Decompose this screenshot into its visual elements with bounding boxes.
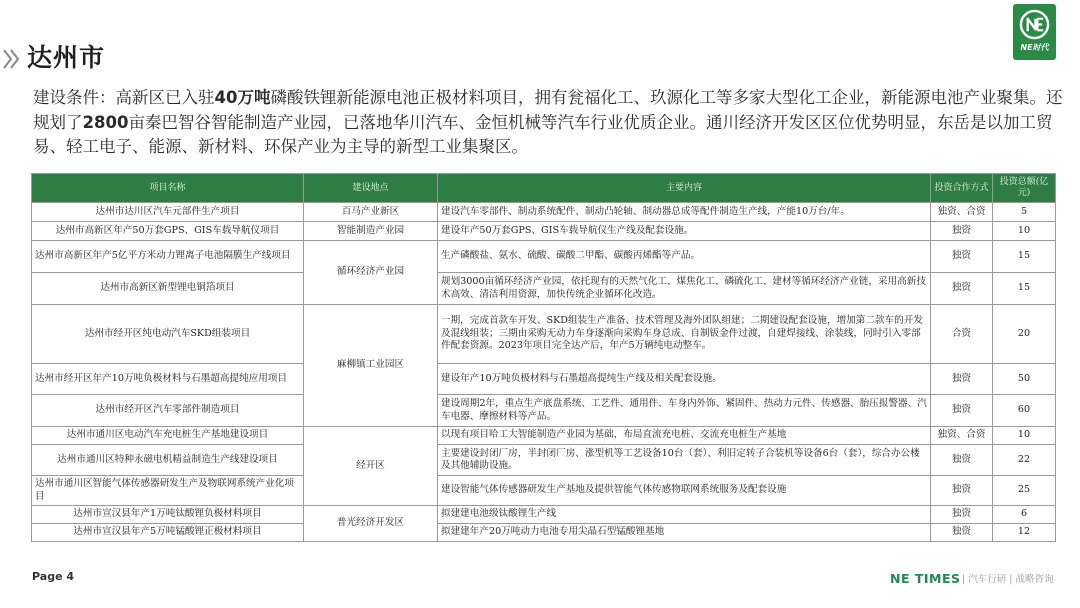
project-location: 循环经济产业园 [304, 241, 438, 305]
table-header-row [32, 174, 1056, 203]
header-location: 建设地点 [304, 174, 438, 203]
project-location: 麻柳镇工业园区 [304, 305, 438, 427]
table-row [32, 273, 1056, 305]
header-content: 主要内容 [438, 174, 931, 203]
ne-logo-icon [1019, 9, 1050, 40]
project-name: 达州市高新区新型锂电铜箔项目 [32, 273, 304, 305]
project-name: 达州市通川区智能气体传感器研发生产及物联网系统产业化项目 [32, 476, 304, 506]
brand-name: NE TIMES [890, 571, 961, 586]
project-name: 达州市高新区年产5亿平方米动力锂离子电池隔膜生产线项目 [32, 241, 304, 273]
project-method: 独资、合资 [931, 427, 993, 445]
project-name: 达州市达川区汽车元部件生产项目 [32, 203, 304, 222]
table-row [32, 427, 1056, 445]
project-amount: 6 [993, 506, 1056, 524]
project-content: 拟建建年产20万吨动力电池专用尖晶石型锰酸锂基地 [438, 524, 931, 542]
project-method: 独资 [931, 222, 993, 241]
project-content: 建设周期2年，重点生产底盘系统、工艺件、通用件、车身内外饰、紧固件、热动力元件、传感器、胎压报警器、汽车电器、摩擦材料等产品。 [438, 395, 931, 427]
project-location: 普光经济开发区 [304, 506, 438, 542]
project-content: 规划3000亩循环经济产业园，依托现有的天然气化工、煤焦化工、磷硫化工、建材等循环经济产业链，采用高新技术高效、清洁利用资源，加快传统企业循环化改造。 [438, 273, 931, 305]
intro-text: 磷酸铁锂新能源电池正极材料项目，拥有瓮福化工、玖源化工等多家大型化工企业，新能源电池产业聚集。还规划了 [33, 88, 1063, 132]
table-row [32, 305, 1056, 364]
project-name: 达州市高新区年产50万套GPS、GIS车载导航仪项目 [32, 222, 304, 241]
intro-highlight: 2800 [82, 112, 129, 132]
project-table [31, 173, 1056, 542]
project-location: 经开区 [304, 427, 438, 506]
table-row [32, 506, 1056, 524]
project-amount: 15 [993, 273, 1056, 305]
project-name: 达州市经开区年产10万吨负极材料与石墨超高提纯应用项目 [32, 364, 304, 395]
project-method: 独资 [931, 524, 993, 542]
project-name: 达州市宣汉县年产1万吨钛酸锂负极材料项目 [32, 506, 304, 524]
intro-text: 亩秦巴智谷智能制造产业园，已落地华川汽车、金恒机械等汽车行业优质企业。通川经济开发区区位优势明显，东岳是以加工贸易、轻工电子、能源、新材料、环保产业为主导的新型工业集聚区。 [33, 112, 1053, 156]
project-content: 一期，完成首款车开发、SKD组装生产准备、技术管理及海外团队组建；二期建设配套设施，增加第二款车的开发及混线组装；三期由采购无动力车身逐渐向采购车身总成、自制钣金件过渡，自建焊接线、涂装线，同时引入零部件配套资源。2023年项目完全达产后，年产5万辆纯电动整车。 [438, 305, 931, 364]
project-amount: 60 [993, 395, 1056, 427]
project-location: 百马产业新区 [304, 203, 438, 222]
project-amount: 25 [993, 476, 1056, 506]
construction-conditions-text [33, 86, 1065, 160]
project-method: 独资 [931, 241, 993, 273]
project-amount: 10 [993, 222, 1056, 241]
project-content: 建设年产10万吨负极材料与石墨超高提纯生产线及相关配套设施。 [438, 364, 931, 395]
table-row [32, 364, 1056, 395]
intro-highlight: 40万吨 [214, 88, 271, 107]
header-method: 投资合作方式 [931, 174, 993, 203]
project-name: 达州市经开区汽车零部件制造项目 [32, 395, 304, 427]
page-title: 达州市 [27, 43, 106, 72]
table-row [32, 476, 1056, 506]
header-project-name: 项目名称 [32, 174, 304, 203]
project-content: 主要建设封闭厂房，半封闭厂房、涨型机等工艺设备10台（套）、利旧定转子合装机等设备6台（套），综合办公楼及其他辅助设施。 [438, 445, 931, 476]
table-row [32, 524, 1056, 542]
project-amount: 22 [993, 445, 1056, 476]
project-method: 合资 [931, 305, 993, 364]
project-amount: 20 [993, 305, 1056, 364]
project-method: 独资 [931, 445, 993, 476]
project-method: 独资 [931, 273, 993, 305]
ne-times-logo [1013, 4, 1056, 60]
project-method: 独资 [931, 506, 993, 524]
project-method: 独资 [931, 476, 993, 506]
table-row [32, 222, 1056, 241]
project-method: 独资、合资 [931, 203, 993, 222]
header-amount: 投资总额(亿元) [993, 174, 1056, 203]
project-content: 以现有项目哈工大智能制造产业园为基础，布局直流充电桩、交流充电桩生产基地 [438, 427, 931, 445]
project-content: 生产磷酸盐、氨水、硫酸、碳酸二甲酯、碳酸丙烯酯等产品。 [438, 241, 931, 273]
project-content: 拟建建电池级钛酸锂生产线 [438, 506, 931, 524]
table-row [32, 395, 1056, 427]
project-name: 达州市宣汉县年产5万吨锰酸锂正极材料项目 [32, 524, 304, 542]
project-content: 建设年产50万套GPS、GIS车载导航仪生产线及配套设施。 [438, 222, 931, 241]
project-name: 达州市经开区纯电动汽车SKD组装项目 [32, 305, 304, 364]
project-amount: 5 [993, 203, 1056, 222]
project-amount: 15 [993, 241, 1056, 273]
table-row [32, 445, 1056, 476]
project-content: 建设汽车零部件、制动系统配件、制动凸轮轴、制动器总成等配件制造生产线，产能10万台/年。 [438, 203, 931, 222]
project-amount: 10 [993, 427, 1056, 445]
brand-tagline: | 汽车行研 | 战略咨询 [962, 574, 1054, 585]
project-name: 达州市通川区电动汽车充电桩生产基地建设项目 [32, 427, 304, 445]
logo-text: NE时代 [1020, 43, 1049, 52]
intro-text: 建设条件：高新区已入驻 [33, 88, 215, 107]
table-row [32, 203, 1056, 222]
project-amount: 50 [993, 364, 1056, 395]
page-number: Page 4 [32, 570, 75, 583]
project-content: 建设智能气体传感器研发生产基地及提供智能气体传感物联网系统服务及配套设施 [438, 476, 931, 506]
project-method: 独资 [931, 364, 993, 395]
project-name: 达州市通川区特种永磁电机精益制造生产线建设项目 [32, 445, 304, 476]
chevron-right-icon [2, 47, 22, 71]
project-location: 智能制造产业园 [304, 222, 438, 241]
project-method: 独资 [931, 395, 993, 427]
project-amount: 12 [993, 524, 1056, 542]
table-row [32, 241, 1056, 273]
